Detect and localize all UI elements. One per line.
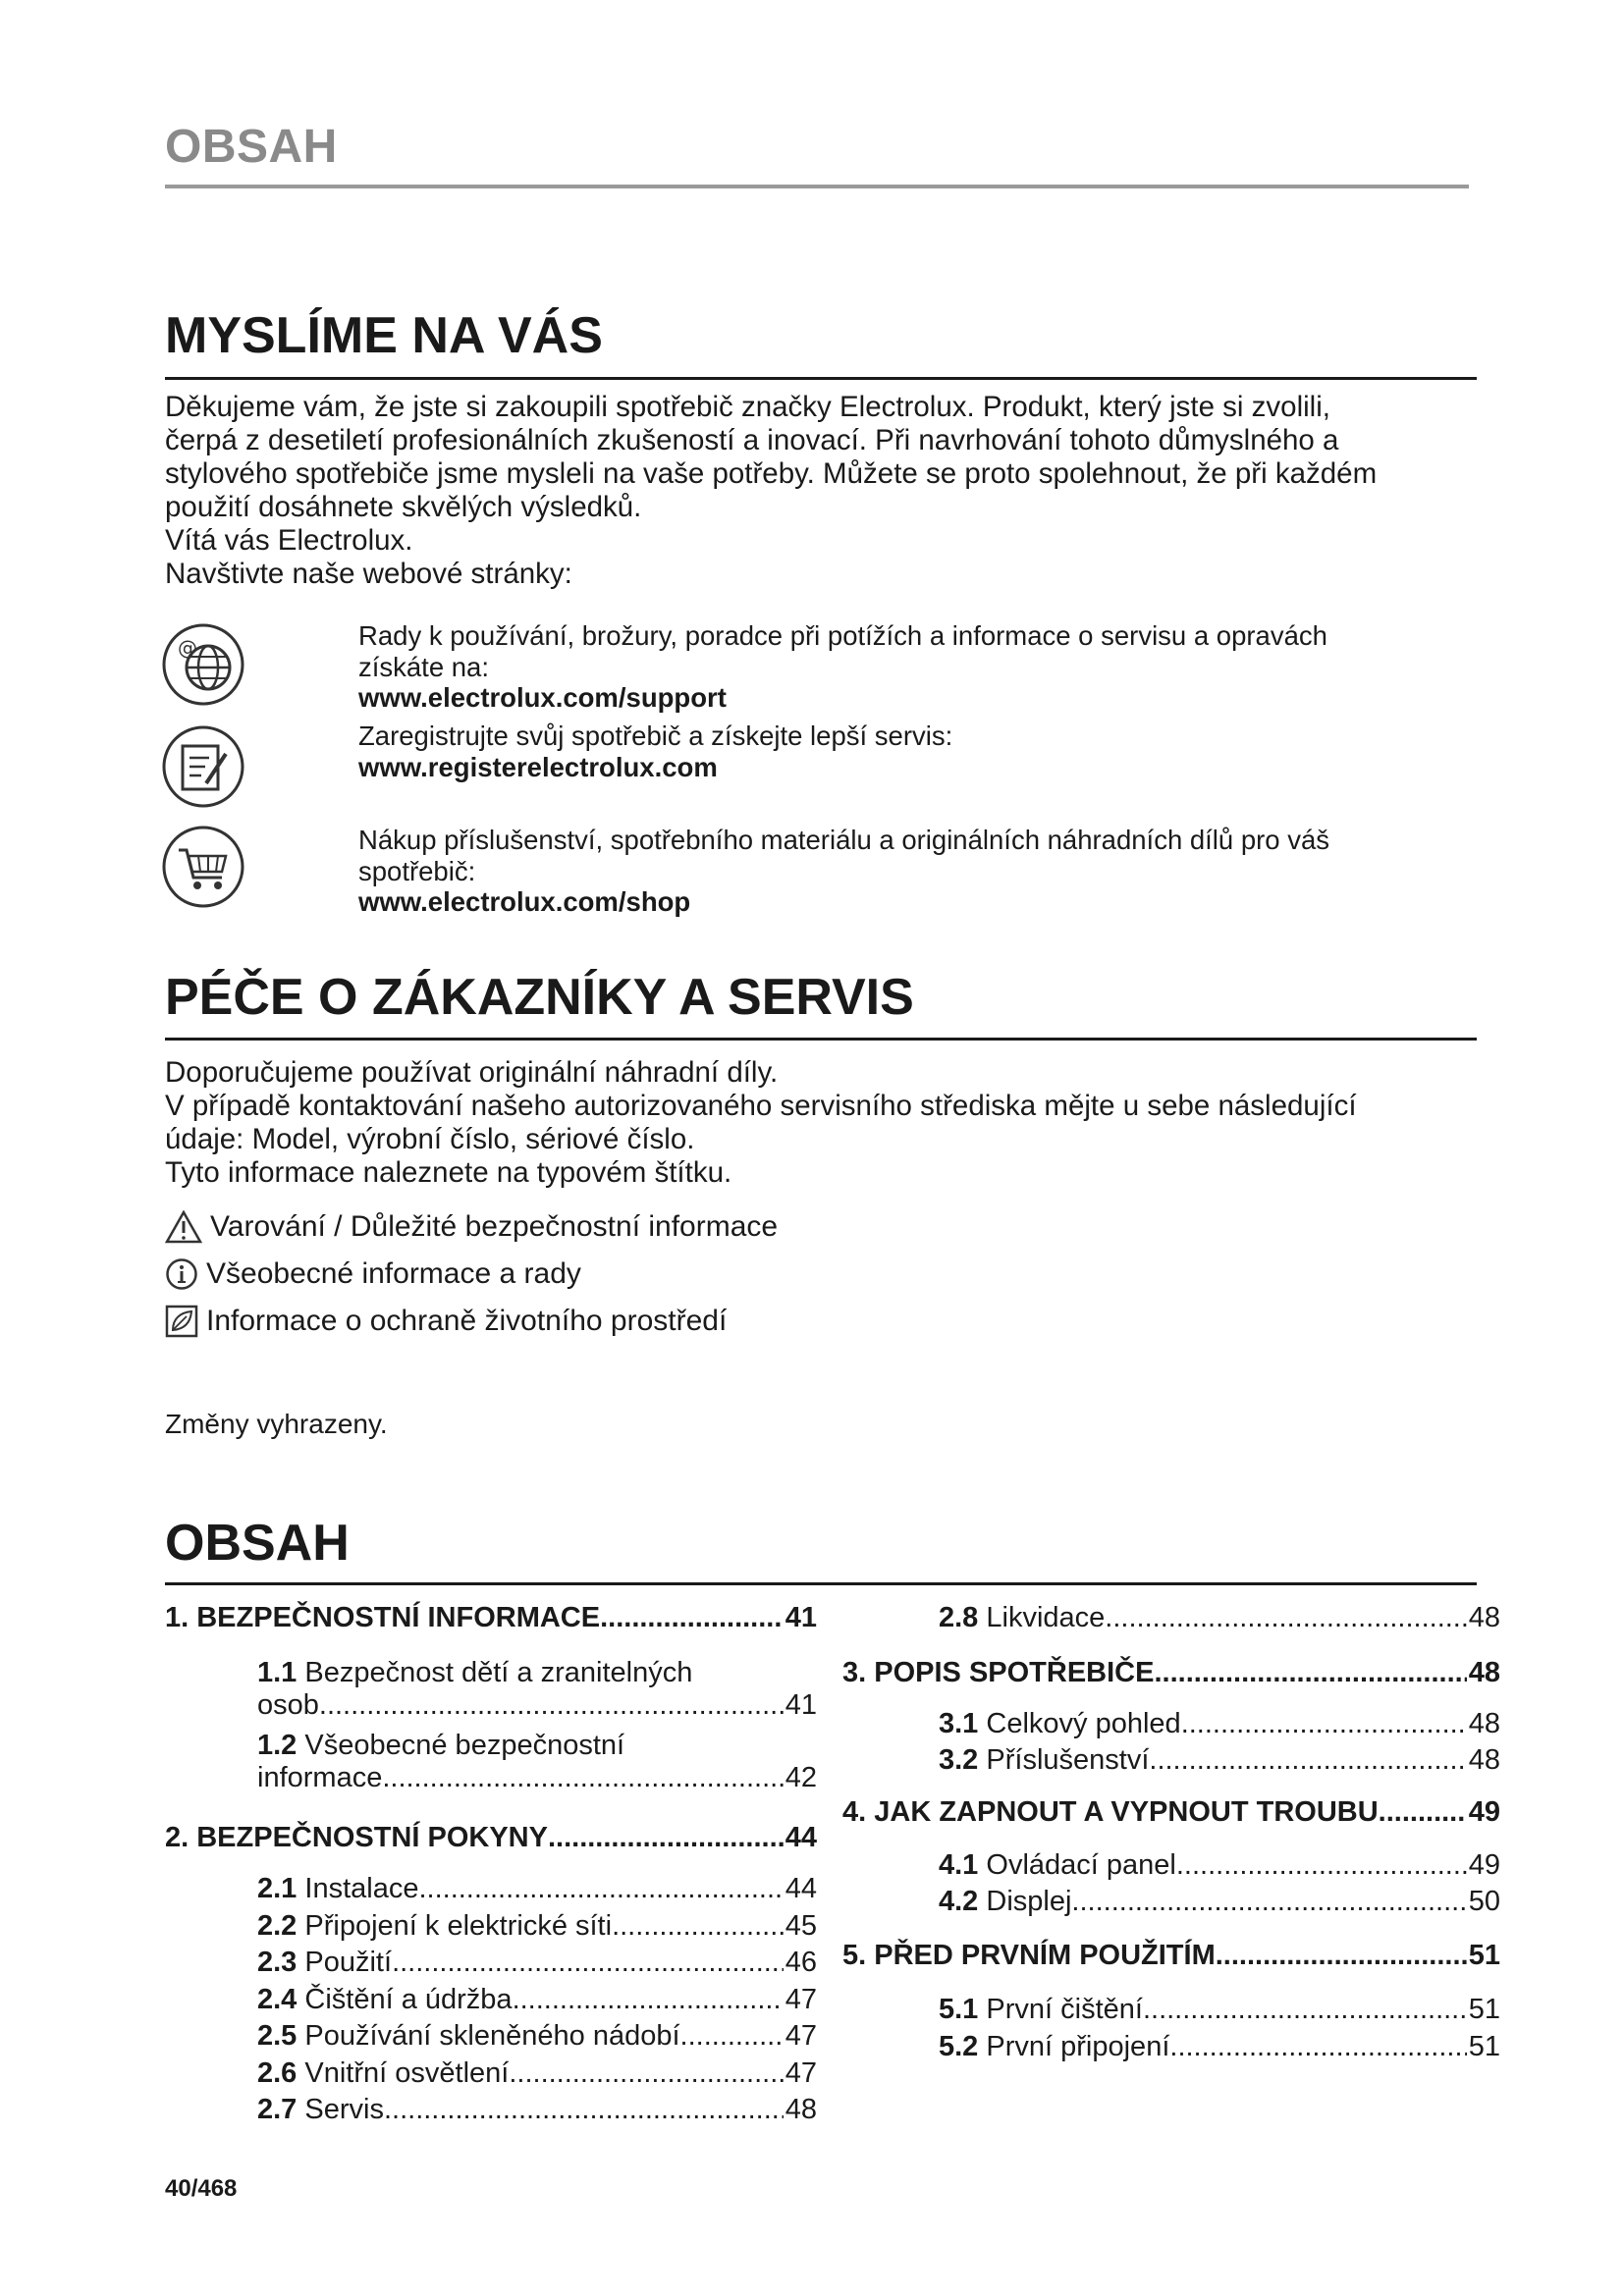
toc-label: osob [257, 1689, 319, 1721]
register-info [358, 721, 952, 782]
shop-text: spotřebič: [358, 855, 476, 886]
toc-num: 1.2 [257, 1730, 298, 1761]
paragraph-line: Doporučujeme používat originální náhradní díly. [165, 1056, 779, 1089]
globe-icon [161, 622, 245, 707]
paragraph-line: čerpá z desetiletí profesionálních zkušeností a inovací. Při navrhování tohoto důmyslného a [165, 424, 1339, 456]
paragraph-line: údaje: Model, výrobní číslo, sériové číslo. [165, 1123, 695, 1155]
toc-section-2-items [257, 1871, 817, 2129]
toc-page: 48 [1468, 1657, 1500, 1688]
toc-item-1-2[interactable] [257, 1730, 817, 1794]
toc-label: Všeobecné bezpečnostní [304, 1730, 625, 1761]
toc-page: 49 [1468, 1796, 1500, 1828]
shop-text: Nákup příslušenství, spotřebního materiálu a originálních náhradních dílů pro váš [358, 825, 1330, 855]
toc-item-2-8[interactable]: 2.8 Likvidace ..... 48 [939, 1602, 1500, 1634]
paragraph-line: Vítá vás Electrolux. [165, 524, 413, 557]
section-title-pece: PÉČE O ZÁKAZNÍKY A SERVIS [165, 969, 914, 1026]
support-text: získáte na: [358, 651, 489, 682]
toc-item-2-5[interactable]: 2.5 Používání skleněného nádobí ..... 47 [257, 2018, 817, 2056]
legend-info [165, 1255, 581, 1294]
support-text: Rady k používání, brožury, poradce při potížích a informace o servisu a opravách [358, 620, 1327, 651]
legend-text: Všeobecné informace a rady [206, 1257, 581, 1290]
toc-page: 41 [785, 1602, 817, 1633]
legend-text: Informace o ochraně životního prostředí [206, 1305, 728, 1337]
toc-num: 1.1 [257, 1657, 298, 1688]
toc-title: OBSAH [165, 1515, 350, 1572]
svg-text:@: @ [178, 636, 197, 660]
header-title: OBSAH [165, 121, 338, 173]
register-document-icon [161, 724, 245, 809]
toc-item-1-1[interactable] [257, 1657, 817, 1722]
warning-triangle-icon [165, 1210, 202, 1244]
intro-paragraph [165, 391, 1481, 591]
section-rule [165, 377, 1477, 380]
info-icon [165, 1257, 198, 1291]
shopping-cart-icon [161, 825, 245, 909]
paragraph-line: V případě kontaktování našeho autorizovaného servisního střediska mějte u sebe následující [165, 1090, 1357, 1122]
toc-label: 4. JAK ZAPNOUT A VYPNOUT TROUBU [842, 1796, 1379, 1828]
toc-label: Bezpečnost dětí a zranitelných [304, 1657, 693, 1688]
section-rule [165, 1038, 1477, 1041]
shop-info [358, 825, 1329, 918]
toc-section-3[interactable] [842, 1657, 1500, 1689]
changes-note: Změny vyhrazeny. [165, 1409, 388, 1439]
support-link[interactable]: www.electrolux.com/support [358, 682, 727, 713]
toc-section-4[interactable] [842, 1796, 1500, 1829]
header-rule [165, 185, 1469, 188]
toc-item-2-3[interactable]: 2.3 Použití ..... 46 [257, 1945, 817, 1982]
toc-label: 3. POPIS SPOTŘEBIČE [842, 1657, 1155, 1688]
legend-text: Varování / Důležité bezpečnostní informace [210, 1210, 779, 1243]
toc-page: 42 [785, 1762, 817, 1793]
paragraph-line: Děkujeme vám, že jste si zakoupili spotřebič značky Electrolux. Produkt, který jste si zvolili, [165, 391, 1330, 423]
service-paragraph [165, 1056, 1481, 1190]
toc-section-4-items [939, 1847, 1500, 1920]
toc-section-5[interactable] [842, 1940, 1500, 1972]
toc-page: 44 [785, 1822, 817, 1853]
paragraph-line: Navštivte naše webové stránky: [165, 558, 572, 590]
toc-rule [165, 1582, 1477, 1585]
section-title-myslime: MYSLÍME NA VÁS [165, 307, 603, 364]
toc-item-2-4[interactable]: 2.4 Čištění a údržba ..... 47 [257, 1982, 817, 2019]
toc-label: 2. BEZPEČNOSTNÍ POKYNY [165, 1822, 548, 1853]
toc-item-5-1[interactable]: 5.1 První čištění ..... 51 [939, 1991, 1500, 2028]
legend-environment [165, 1302, 727, 1341]
paragraph-line: Tyto informace naleznete na typovém štítku. [165, 1156, 732, 1189]
toc-item-2-1[interactable]: 2.1 Instalace ..... 44 [257, 1871, 817, 1908]
toc-page: 51 [1468, 1940, 1500, 1971]
toc-item-4-1[interactable]: 4.1 Ovládací panel ..... 49 [939, 1847, 1500, 1884]
register-link[interactable]: www.registerelectrolux.com [358, 751, 718, 782]
toc-page: 41 [785, 1689, 817, 1721]
toc-section-3-items [939, 1706, 1500, 1779]
paragraph-line: stylového spotřebiče jsme mysleli na vaše potřeby. Můžete se proto spolehnout, že při každém [165, 457, 1378, 490]
toc-label: informace [257, 1762, 383, 1793]
toc-item-2-6[interactable]: 2.6 Vnitřní osvětlení ..... 47 [257, 2056, 817, 2093]
toc-item-3-1[interactable]: 3.1 Celkový pohled ..... 48 [939, 1706, 1500, 1742]
register-text: Zaregistrujte svůj spotřebič a získejte lepší servis: [358, 721, 953, 751]
toc-section-5-items [939, 1991, 1500, 2065]
toc-section-1[interactable] [165, 1602, 817, 1634]
support-info [358, 620, 1327, 714]
toc-item-2-2[interactable]: 2.2 Připojení k elektrické síti ..... 45 [257, 1908, 817, 1946]
toc-label: 5. PŘED PRVNÍM POUŽITÍM [842, 1940, 1216, 1971]
toc-label: 1. BEZPEČNOSTNÍ INFORMACE [165, 1602, 601, 1633]
toc-section-2[interactable] [165, 1822, 817, 1854]
toc-item-2-7[interactable]: 2.7 Servis ..... 48 [257, 2092, 817, 2129]
environment-leaf-icon [165, 1305, 198, 1338]
toc-item-3-2[interactable]: 3.2 Příslušenství ..... 48 [939, 1742, 1500, 1779]
legend-warning [165, 1207, 778, 1247]
shop-link[interactable]: www.electrolux.com/shop [358, 886, 691, 917]
toc-item-5-2[interactable]: 5.2 První připojení ..... 51 [939, 2028, 1500, 2065]
toc-item-4-2[interactable]: 4.2 Displej ..... 50 [939, 1884, 1500, 1920]
page-number: 40/468 [165, 2175, 238, 2202]
paragraph-line: použití dosáhnete skvělých výsledků. [165, 491, 642, 523]
